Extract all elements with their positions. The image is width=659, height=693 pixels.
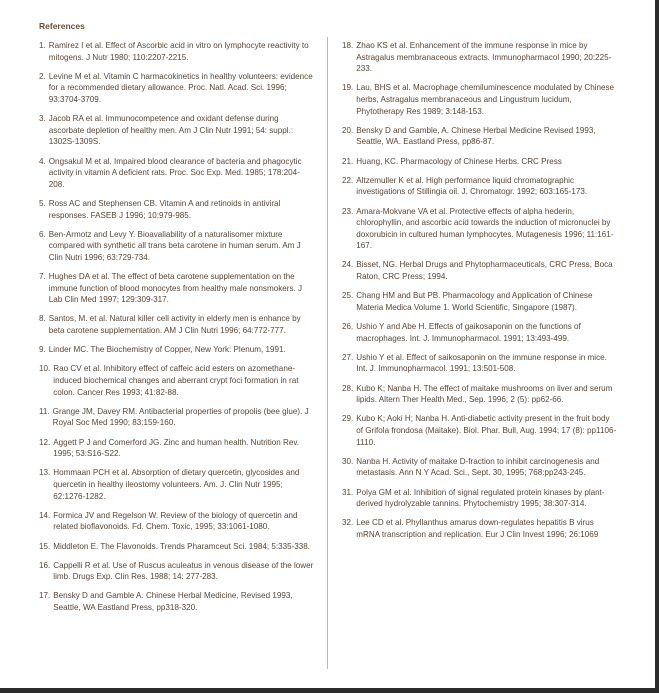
reference-number: 26.	[342, 322, 354, 332]
reference-text: Jacob RA et al. Immunocompetence and oxidant defense during ascorbate depletion of healthy men. Am J Clin Nutr 1991; 54: suppl.: 1302S-1309S.	[48, 114, 294, 147]
reference-text: Ushio Y et al. Effect of saikosaponin on the immune response in mice. Int. J. Immunopharmacol. 1991; 13:501-508.	[356, 352, 607, 374]
reference-number: 20.	[342, 125, 354, 135]
reference-item	[39, 541, 315, 553]
reference-number: 31.	[342, 487, 354, 497]
reference-item	[342, 487, 617, 510]
reference-number: 27.	[342, 352, 354, 362]
reference-item	[39, 113, 315, 148]
reference-text: Middleton E. The Flavonoids. Trends Pharamceut Sci. 1984; 5:335-338.	[53, 541, 311, 551]
references-heading: References	[39, 21, 85, 31]
reference-number: 19.	[342, 83, 354, 93]
reference-text: Ongsakul M et al. Impaired blood clearance of bacteria and phagocytic activity in vitamin A deficient rats. Proc. Soc Exp. Med. 1985; 178:204-208.	[48, 156, 302, 189]
reference-number: 25.	[342, 291, 354, 301]
reference-number: 5.	[39, 198, 46, 208]
reference-text: Hughes DA et al. The effect of beta carotene supplementation on the immune function of blood monocytes from healthy male nonsmokers. J Lab Clin Med 1997; 129:309-317.	[48, 272, 303, 305]
reference-number: 6.	[39, 229, 46, 239]
reference-number: 28.	[342, 383, 354, 393]
reference-number: 10.	[39, 364, 51, 374]
reference-item	[342, 517, 617, 540]
reference-item	[39, 560, 315, 583]
reference-item	[39, 198, 315, 221]
reference-number: 32.	[342, 518, 354, 528]
reference-text: Santos, M. et al. Natural killer cell activity in elderly men is enhance by beta carotene supplementation. AM J Clin Nutri 1996; 64:772-777.	[48, 314, 301, 336]
reference-item	[342, 40, 617, 75]
reference-item	[342, 413, 617, 448]
reference-text: Nanba H. Activity of maitake D-fraction to inhibit carcinogenesis and metastasis. Ann N Y Acad. Sci., Sept. 30, 1995; 768:pp243-245.	[356, 456, 600, 478]
reference-number: 18.	[342, 41, 354, 50]
reference-item	[342, 456, 617, 479]
vertical-scrollbar[interactable]	[655, 0, 659, 693]
reference-item	[342, 125, 617, 148]
reference-text: Bensky D and Gamble A. Chinese Herbal Medicine, Revised 1993, Seattle, WA Eastland Press, pp318-320.	[53, 591, 293, 613]
reference-text: Aggett P J and Comerford JG. Zinc and human health. Nutrition Rev. 1995; 53:S16-S22.	[53, 437, 300, 459]
reference-number: 2.	[39, 71, 46, 81]
reference-text: Ross AC and Stephensen CB. Vitamin A and retinoids in antiviral responses. FASEB J 1996; 10:979-985.	[48, 198, 281, 220]
reference-text: Rao CV et al. Inhibitory effect of caffeic acid esters on azomethane-induced biochemical changes and aberrant crypt foci formation in rat colon. Cancer Res 1993; 41:82-88.	[53, 364, 299, 397]
reference-number: 1.	[39, 41, 46, 50]
reference-number: 15.	[39, 541, 51, 551]
reference-number: 22.	[342, 175, 354, 185]
reference-text: Bensky D and Gamble, A. Chinese Herbal Medicine Revised 1993, Seattle, WA. Eastland Press, pp86-87.	[356, 125, 596, 147]
reference-item	[342, 321, 617, 344]
reference-item	[39, 313, 315, 336]
reference-number: 12.	[39, 437, 51, 447]
reference-text: Altzemuller K et al. High performance liquid chromatographic investigations of Stillingia oil. J. Chromatogr. 1992; 603:165-173.	[356, 175, 588, 197]
reference-item	[39, 271, 315, 306]
reference-item	[39, 590, 315, 613]
reference-text: Polya GM et al. Inhibition of signal regulated protein kinases by plant-derived hydrolyzable tannins. Phytochemistry 1995; 38:307-314.	[356, 487, 605, 509]
references-left-column	[39, 40, 315, 621]
horizontal-scrollbar[interactable]	[0, 688, 659, 693]
reference-text: Formica JV and Regelson W. Review of the biology of quercetin and related bioflavonoids. Fd. Chem. Toxic, 1995; 33:1061-1080.	[53, 510, 298, 532]
reference-number: 29.	[342, 414, 354, 424]
reference-item	[39, 363, 315, 398]
reference-text: Huang, KC. Pharmacology of Chinese Herbs. CRC Press	[356, 156, 562, 166]
reference-item	[342, 175, 617, 198]
reference-item	[342, 383, 617, 406]
reference-item	[39, 437, 315, 460]
column-divider	[327, 37, 328, 669]
reference-item	[39, 467, 315, 502]
reference-number: 9.	[39, 345, 46, 355]
reference-number: 17.	[39, 591, 51, 601]
reference-text: Chang HM and But PB. Pharmacology and Application of Chinese Materia Medica Volume 1. World Scientific, Singapore (1987).	[356, 291, 593, 312]
reference-item	[342, 352, 617, 375]
reference-item	[39, 229, 315, 264]
reference-item	[342, 206, 617, 252]
reference-item	[39, 344, 315, 356]
reference-number: 13.	[39, 468, 51, 478]
reference-text: Lee CD et al. Phyllanthus amarus down-regulates hepatitis B virus mRNA transcription and replication. Eur J Clin Invest 1996; 26:1069	[356, 518, 599, 539]
reference-item	[39, 71, 315, 106]
reference-text: Zhao KS et al. Enhancement of the immune response in mice by Astragalus membranaceous extracts. Immunopharmacol 1990; 20:225- 233.	[356, 41, 612, 74]
reference-number: 30.	[342, 456, 354, 466]
reference-text: Lau, BHS et al. Macrophage chemiluminescence modulated by Chinese herbs, Astragalus membranaceous and Lingustrum lucidum, Phytotherapy Res 1989; 3:148-153.	[356, 83, 615, 116]
reference-item	[342, 290, 617, 313]
reference-text: Ramirez I et al. Effect of Ascorbic acid in vitro on lymphocyte reactivity to mitogens. J Nutr 1980; 110:2207-2215.	[48, 41, 309, 62]
reference-item	[39, 510, 315, 533]
reference-number: 14.	[39, 510, 51, 520]
references-right-column	[342, 40, 617, 548]
reference-text: Cappelli R et al. Use of Ruscus aculeatus in venous disease of the lower limb. Drugs Exp. Clin Res. 1988; 14: 277-283.	[53, 560, 314, 582]
reference-text: Levine M et al. Vitamin C harmacokinetics in healthy volunteers: evidence for a recommended dietary allowance. Proc. Natl. Acad. Sci. 1996; 93:3704-3709.	[48, 71, 313, 104]
reference-text: Kubo K; Nanba H. The effect of maitake mushrooms on liver and serum lipids. Altern Ther Health Med., Sep. 1996; 2 (5): pp62-66.	[356, 383, 613, 405]
reference-number: 16.	[39, 560, 51, 570]
reference-item	[39, 156, 315, 191]
reference-item	[342, 156, 617, 168]
reference-text: Grange JM, Davey RM. Antibacterial properties of propolis (bee glue). J Royal Soc Med 1990; 83:159-160.	[52, 406, 309, 428]
reference-number: 24.	[342, 260, 354, 270]
reference-number: 4.	[39, 156, 46, 166]
reference-text: Kubo K; Aoki H; Nanba H. Anti-diabetic activity present in the fruit body of Grifola frondosa (Maitake). Biol. Phar. Bull, Aug. 1994; 17 (8): pp1106-1110.	[356, 414, 617, 447]
reference-number: 3.	[39, 114, 46, 124]
reference-item	[39, 406, 315, 429]
reference-text: Ushio Y and Abe H. Effects of gaikosaponin on the functions of macrophages. Int. J. Immunopharmacol. 1991; 13:493-499.	[356, 322, 581, 343]
reference-item	[342, 82, 617, 117]
reference-text: Ben-Armotz and Levy Y. Bioavaliability of a naturalisomer mixture compared with synthetic all trans beta carotene in human serum. Am J Clin Nutri 1996; 63:729-734.	[48, 229, 301, 262]
reference-text: Linder MC. The Biochemistry of Copper, New York: Plenum, 1991.	[48, 345, 286, 355]
reference-text: Amara-Mokvane VA et al. Protective effects of alpha hederin, chlorophyllin, and ascorbic acid towards the induction of micronuclei by doxorubicin in cultured human lymphocytes. Mutagenesis 1996; 11:161-167.	[356, 206, 614, 251]
reference-item	[342, 259, 617, 282]
reference-number: 8.	[39, 314, 46, 324]
reference-number: 11.	[39, 406, 50, 416]
reference-item	[39, 40, 315, 63]
reference-number: 21.	[342, 156, 354, 166]
reference-number: 23.	[342, 206, 354, 216]
reference-text: Hommaan PCH et al. Absorption of dietary quercetin, glycosides and quercetin in healthy ileostomy volunteers. Am. J. Clin Nutr 1995; 62:1276-1282.	[53, 468, 300, 501]
reference-text: Bisset, NG. Herbal Drugs and Phytopharmaceuticals, CRC Press, Boca Raton, CRC Press; 1994.	[356, 260, 613, 282]
reference-number: 7.	[39, 272, 46, 282]
